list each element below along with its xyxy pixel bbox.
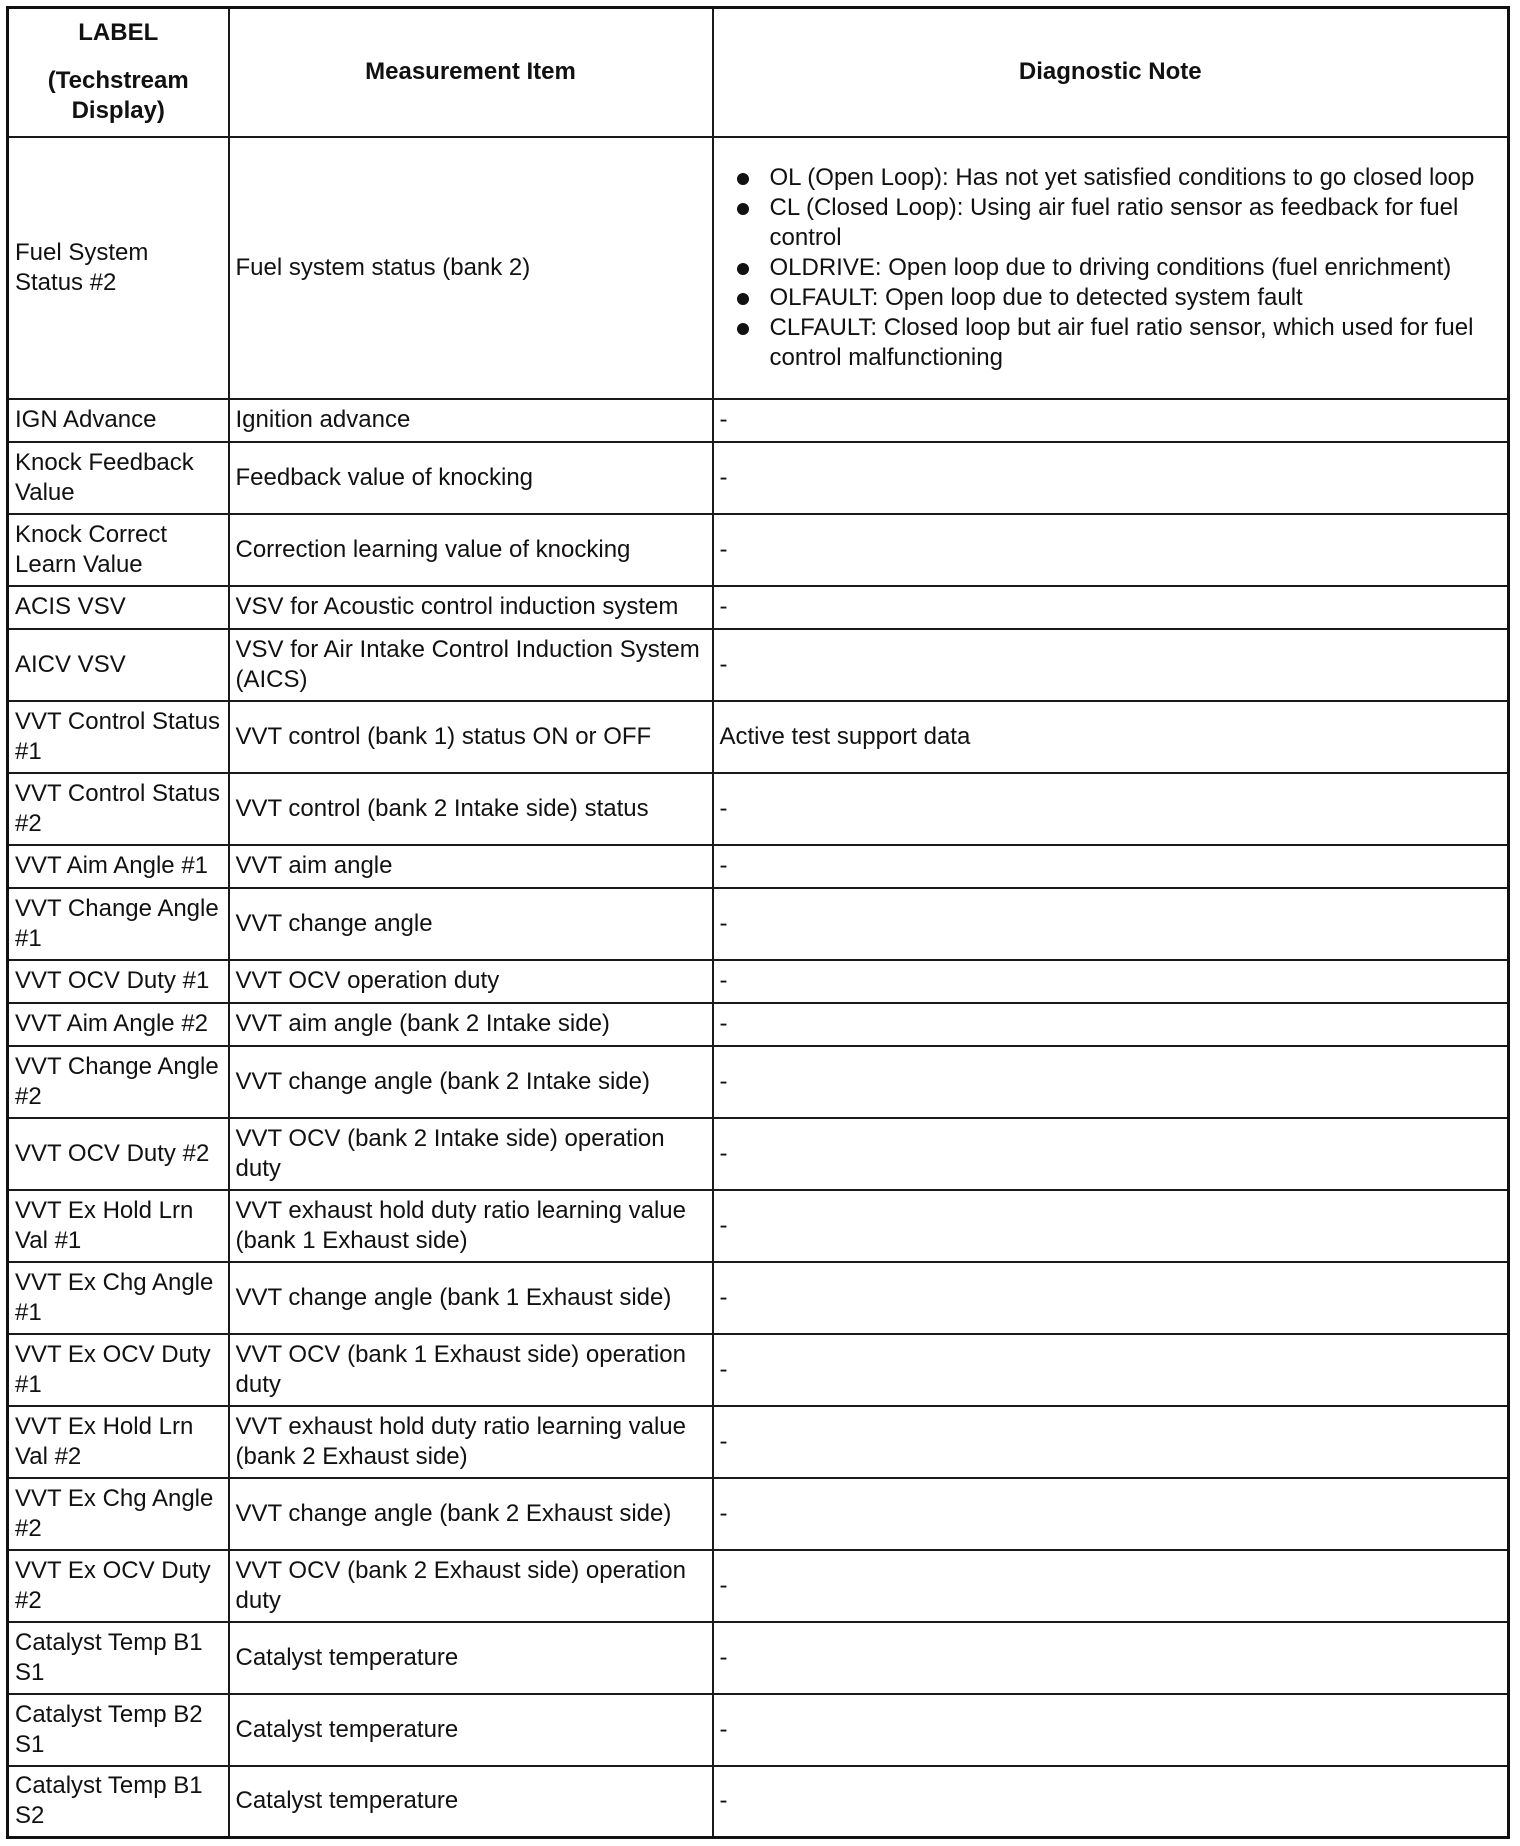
table-row <box>8 701 1509 773</box>
header-label-title: LABEL <box>78 19 159 47</box>
cell-note: - <box>713 1478 1509 1550</box>
cell-note: - <box>713 888 1509 960</box>
cell-note: - <box>713 1190 1509 1262</box>
cell-measurement: Catalyst temperature <box>229 1766 713 1838</box>
table-row <box>8 1622 1509 1694</box>
note-item: OLFAULT: Open loop due to detected system fault <box>770 283 1502 313</box>
cell-label: Catalyst Temp B2 S1 <box>8 1694 229 1766</box>
data-list-table <box>6 6 1510 1839</box>
cell-label: ACIS VSV <box>8 586 229 629</box>
table-row <box>8 442 1509 514</box>
cell-note: - <box>713 399 1509 442</box>
cell-label: Knock Feedback Value <box>8 442 229 514</box>
table-row <box>8 1478 1509 1550</box>
cell-label: VVT Ex OCV Duty #2 <box>8 1550 229 1622</box>
cell-note: - <box>713 1003 1509 1046</box>
note-item: OLDRIVE: Open loop due to driving conditions (fuel enrichment) <box>770 253 1502 283</box>
table-row <box>8 586 1509 629</box>
cell-label: Knock Correct Learn Value <box>8 514 229 586</box>
cell-note: - <box>713 1550 1509 1622</box>
cell-note: - <box>713 1406 1509 1478</box>
header-note: Diagnostic Note <box>713 8 1509 137</box>
cell-measurement: VVT exhaust hold duty ratio learning value (bank 2 Exhaust side) <box>229 1406 713 1478</box>
cell-measurement: VVT control (bank 1) status ON or OFF <box>229 701 713 773</box>
header-label <box>8 8 229 137</box>
cell-measurement: Fuel system status (bank 2) <box>229 137 713 399</box>
cell-measurement: VVT aim angle <box>229 845 713 888</box>
table-row <box>8 399 1509 442</box>
table-row <box>8 845 1509 888</box>
cell-note: - <box>713 1262 1509 1334</box>
cell-note: Active test support data <box>713 701 1509 773</box>
cell-label: VVT Aim Angle #1 <box>8 845 229 888</box>
cell-measurement: Feedback value of knocking <box>229 442 713 514</box>
table-row <box>8 1550 1509 1622</box>
cell-measurement: VSV for Air Intake Control Induction System (AICS) <box>229 629 713 701</box>
cell-note: - <box>713 1622 1509 1694</box>
cell-measurement: VSV for Acoustic control induction system <box>229 586 713 629</box>
header-measurement: Measurement Item <box>229 8 713 137</box>
cell-note: - <box>713 442 1509 514</box>
table-row <box>8 1118 1509 1190</box>
cell-label: VVT Ex Chg Angle #1 <box>8 1262 229 1334</box>
note-item: CLFAULT: Closed loop but air fuel ratio sensor, which used for fuel control malfunctioning <box>770 313 1502 373</box>
table-row <box>8 1334 1509 1406</box>
cell-measurement: Ignition advance <box>229 399 713 442</box>
cell-measurement: VVT change angle (bank 2 Exhaust side) <box>229 1478 713 1550</box>
cell-label: VVT Control Status #1 <box>8 701 229 773</box>
cell-label: Fuel System Status #2 <box>8 137 229 399</box>
table-row <box>8 1766 1509 1838</box>
table-row <box>8 1046 1509 1118</box>
cell-measurement: VVT change angle (bank 1 Exhaust side) <box>229 1262 713 1334</box>
cell-note: - <box>713 1046 1509 1118</box>
table-row <box>8 1190 1509 1262</box>
cell-label: Catalyst Temp B1 S1 <box>8 1622 229 1694</box>
cell-note: - <box>713 629 1509 701</box>
cell-label: VVT Change Angle #1 <box>8 888 229 960</box>
cell-label: VVT OCV Duty #2 <box>8 1118 229 1190</box>
table-row-fuel-system <box>8 137 1509 399</box>
table-row <box>8 514 1509 586</box>
cell-note: - <box>713 1694 1509 1766</box>
cell-note: - <box>713 514 1509 586</box>
cell-measurement: VVT aim angle (bank 2 Intake side) <box>229 1003 713 1046</box>
cell-label: VVT Ex Chg Angle #2 <box>8 1478 229 1550</box>
cell-label: VVT Control Status #2 <box>8 773 229 845</box>
cell-measurement: VVT OCV (bank 1 Exhaust side) operation duty <box>229 1334 713 1406</box>
cell-label: VVT Aim Angle #2 <box>8 1003 229 1046</box>
table-row <box>8 773 1509 845</box>
note-item: OL (Open Loop): Has not yet satisfied conditions to go closed loop <box>770 163 1502 193</box>
cell-label: VVT Change Angle #2 <box>8 1046 229 1118</box>
table-row <box>8 1406 1509 1478</box>
table-row <box>8 629 1509 701</box>
cell-measurement: VVT control (bank 2 Intake side) status <box>229 773 713 845</box>
cell-measurement: VVT OCV (bank 2 Intake side) operation duty <box>229 1118 713 1190</box>
cell-measurement: VVT change angle <box>229 888 713 960</box>
header-label-subtitle: (Techstream Display) <box>47 67 189 125</box>
cell-measurement: Catalyst temperature <box>229 1694 713 1766</box>
table-row <box>8 960 1509 1003</box>
cell-note <box>713 137 1509 399</box>
cell-measurement: Correction learning value of knocking <box>229 514 713 586</box>
cell-measurement: VVT change angle (bank 2 Intake side) <box>229 1046 713 1118</box>
table-row <box>8 1262 1509 1334</box>
cell-measurement: VVT OCV operation duty <box>229 960 713 1003</box>
cell-label: VVT Ex Hold Lrn Val #1 <box>8 1190 229 1262</box>
cell-note: - <box>713 773 1509 845</box>
note-item: CL (Closed Loop): Using air fuel ratio sensor as feedback for fuel control <box>770 193 1502 253</box>
cell-measurement: VVT OCV (bank 2 Exhaust side) operation duty <box>229 1550 713 1622</box>
cell-measurement: VVT exhaust hold duty ratio learning value (bank 1 Exhaust side) <box>229 1190 713 1262</box>
cell-note: - <box>713 845 1509 888</box>
cell-note: - <box>713 1766 1509 1838</box>
cell-label: AICV VSV <box>8 629 229 701</box>
cell-label: VVT OCV Duty #1 <box>8 960 229 1003</box>
cell-note: - <box>713 1334 1509 1406</box>
cell-label: VVT Ex Hold Lrn Val #2 <box>8 1406 229 1478</box>
cell-label: VVT Ex OCV Duty #1 <box>8 1334 229 1406</box>
table-row <box>8 888 1509 960</box>
header-row <box>8 8 1509 137</box>
cell-note: - <box>713 586 1509 629</box>
cell-label: IGN Advance <box>8 399 229 442</box>
cell-label: Catalyst Temp B1 S2 <box>8 1766 229 1838</box>
cell-note: - <box>713 1118 1509 1190</box>
table-row <box>8 1694 1509 1766</box>
cell-measurement: Catalyst temperature <box>229 1622 713 1694</box>
table-row <box>8 1003 1509 1046</box>
fuel-status-notes-list <box>720 163 1502 373</box>
cell-note: - <box>713 960 1509 1003</box>
